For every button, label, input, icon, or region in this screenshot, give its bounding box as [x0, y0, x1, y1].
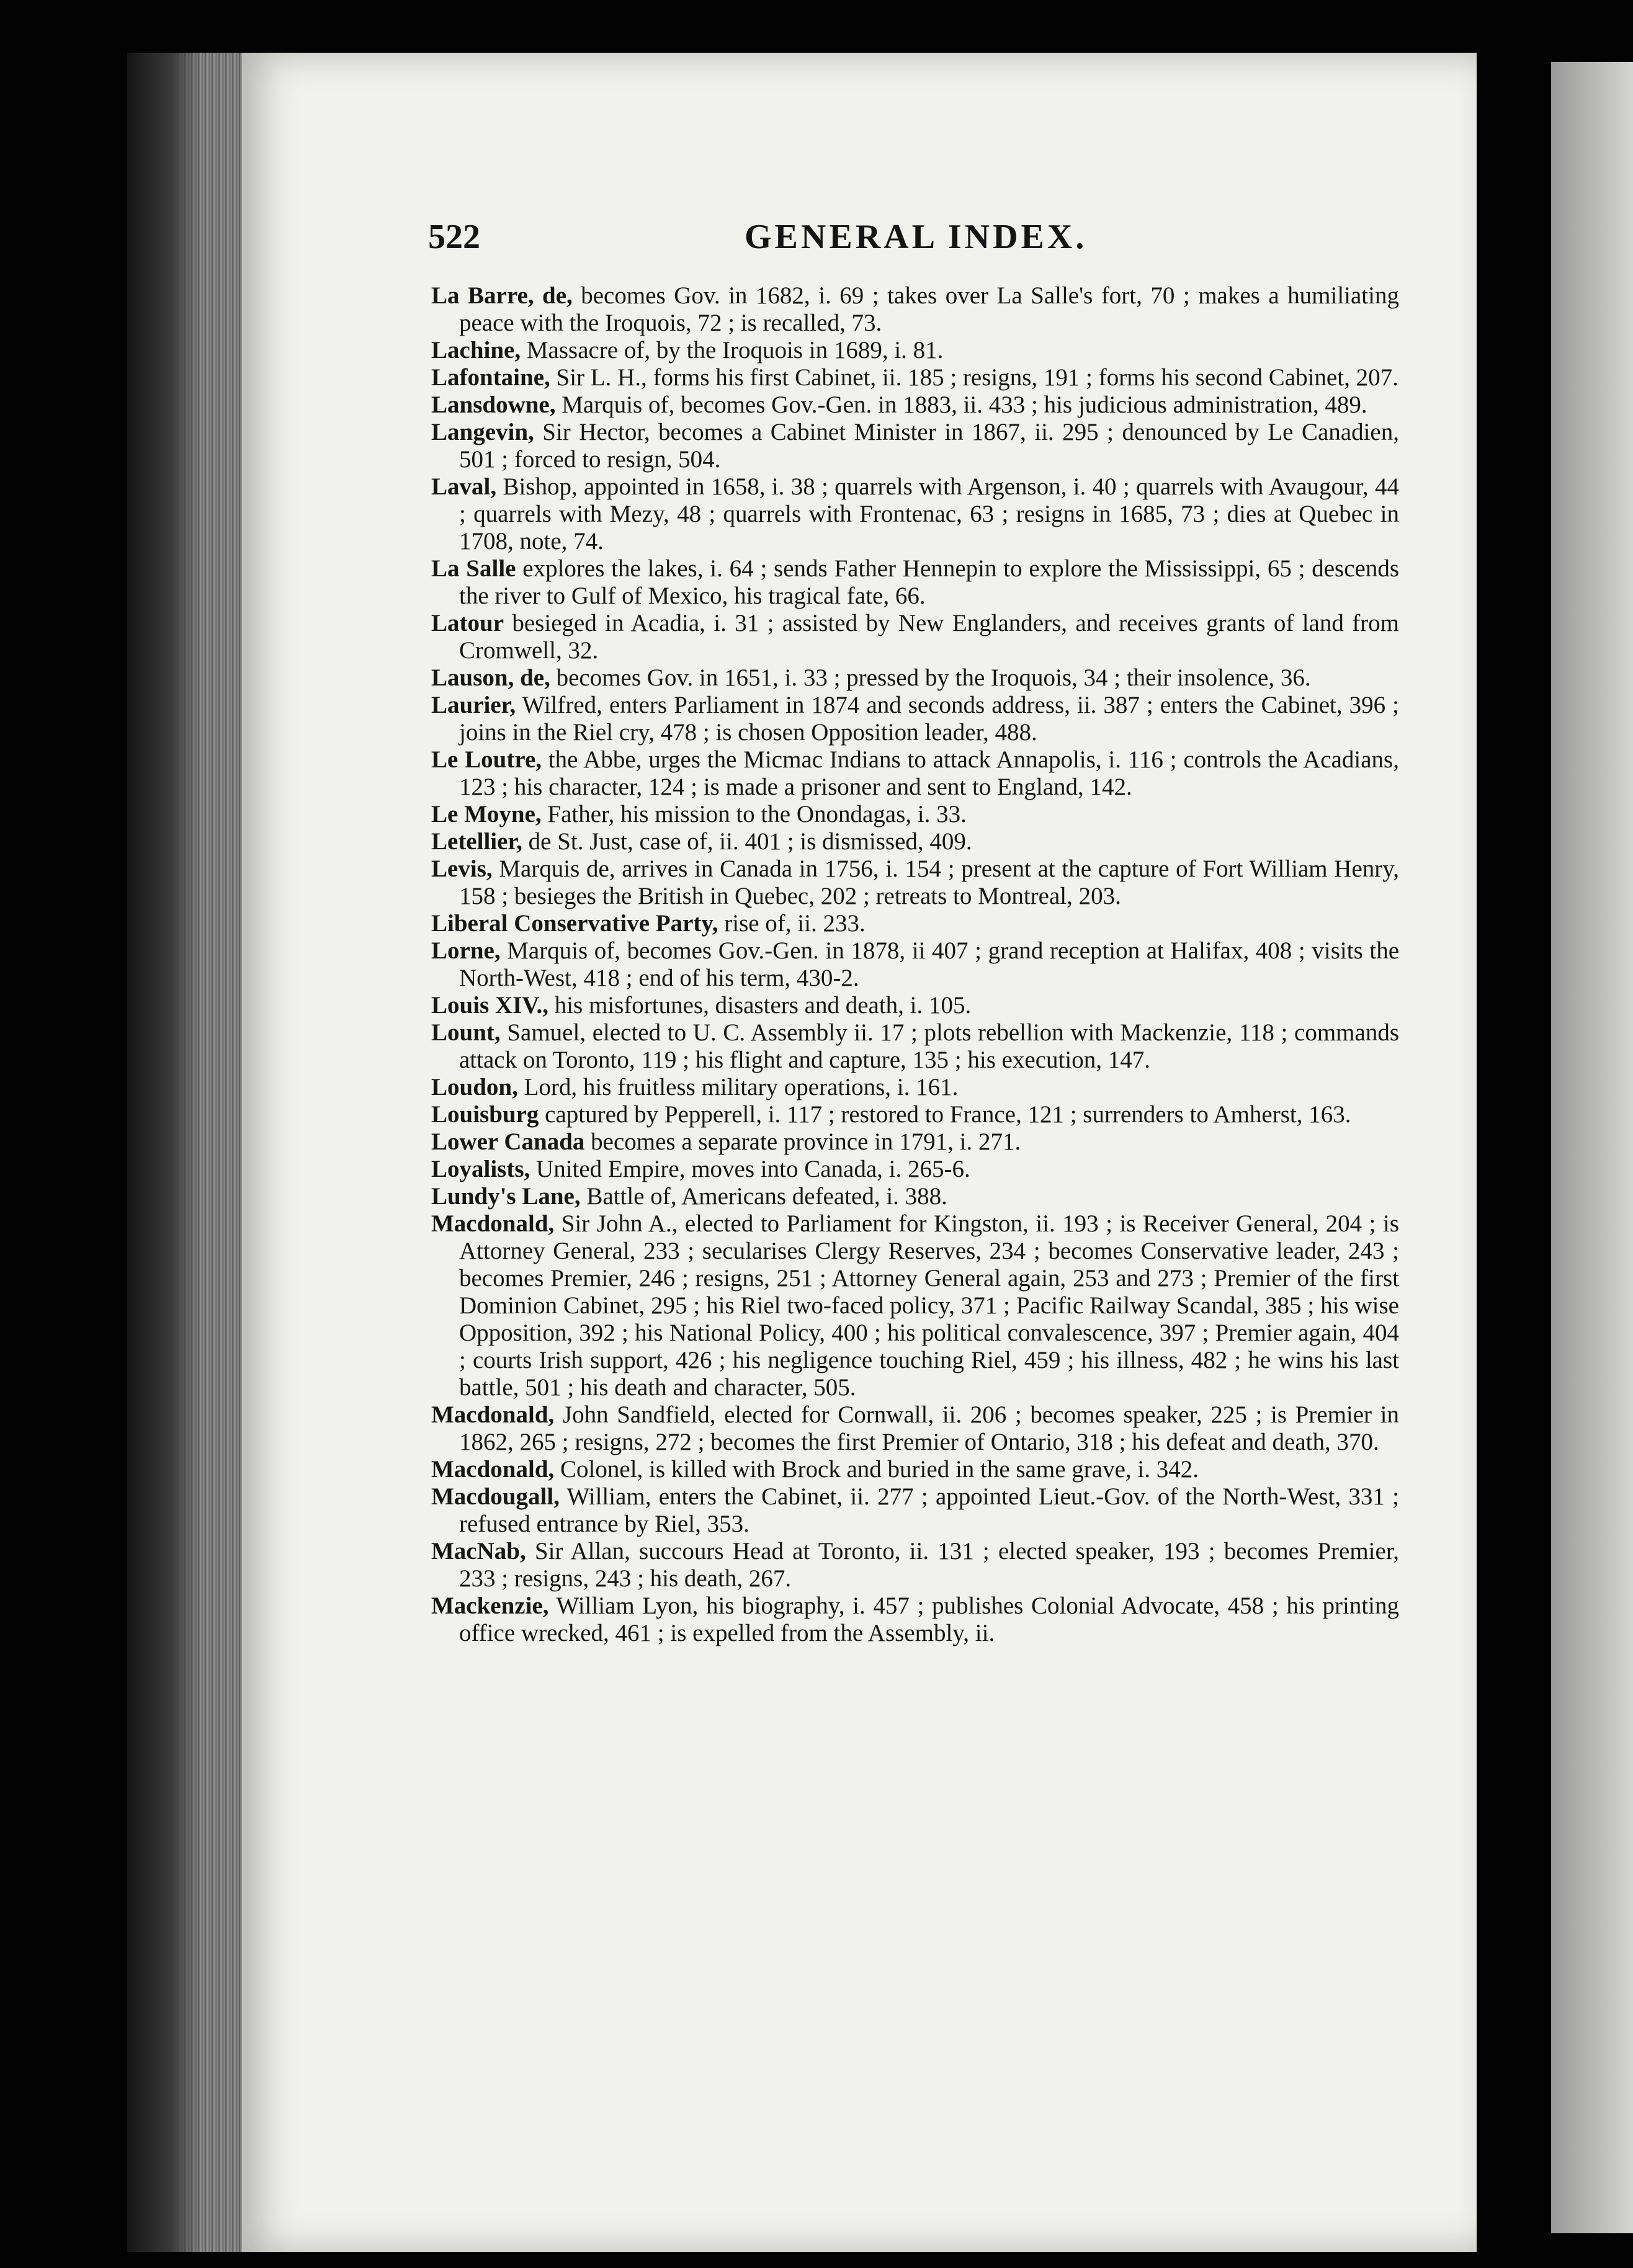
index-entry	[431, 1019, 1399, 1074]
binding-shadow	[127, 53, 202, 2252]
entry-text: Father, his mission to the Onondagas, i. 33.	[547, 801, 967, 828]
next-page-edge	[1551, 62, 1633, 2233]
entry-text: William, enters the Cabinet, ii. 277 ; appointed Lieut.-Gov. of the North-West, 331 ; refused entrance by Riel, 353.	[459, 1483, 1400, 1537]
entry-heading: Liberal Conservative Party,	[431, 910, 718, 937]
index-entry	[431, 1101, 1399, 1128]
entry-heading: La Salle	[431, 555, 516, 582]
entry-heading: Lount,	[431, 1019, 501, 1046]
entry-text: Bishop, appointed in 1658, i. 38 ; quarrels with Argenson, i. 40 ; quarrels with Avaugour, 44 ; quarrels with Mezy, 48 ; quarrels with Frontenac, 63 ; resigns in 1685, 73 ; dies at Quebec in 1708, note, 74.	[459, 473, 1399, 555]
entry-text: becomes Gov. in 1682, i. 69 ; takes over La Salle's fort, 70 ; makes a humiliating peace with the Iroquois, 72 ; is recalled, 73.	[459, 282, 1399, 336]
entry-heading: Loudon,	[431, 1074, 518, 1101]
entry-text: Massacre of, by the Iroquois in 1689, i. 81.	[526, 337, 944, 364]
entry-heading: Mackenzie,	[431, 1592, 549, 1619]
entry-text: Wilfred, enters Parliament in 1874 and seconds address, ii. 387 ; enters the Cabinet, 396 ; joins in the Riel cry, 478 ; is chosen Opposition leader, 488.	[459, 692, 1399, 746]
entry-text: William Lyon, his biography, i. 457 ; publishes Colonial Advocate, 458 ; his printing office wrecked, 461 ; is expelled from the Assembly, ii.	[459, 1592, 1399, 1646]
entry-heading: Lorne,	[431, 937, 501, 964]
index-entry	[431, 855, 1399, 910]
entry-text: the Abbe, urges the Micmac Indians to attack Annapolis, i. 116 ; controls the Acadians, 123 ; his character, 124 ; is made a prisoner and sent to England, 142.	[459, 746, 1399, 800]
entry-heading: Laval,	[431, 473, 497, 500]
entry-text: Marquis of, becomes Gov.-Gen. in 1883, ii. 433 ; his judicious administration, 489.	[561, 391, 1367, 418]
entry-heading: Loyalists,	[431, 1156, 530, 1182]
index-entry	[431, 337, 1399, 364]
entry-heading: La Barre, de,	[431, 282, 573, 309]
index-entry	[431, 555, 1399, 610]
entry-text: United Empire, moves into Canada, i. 265-6.	[536, 1156, 970, 1182]
index-entry	[431, 1592, 1399, 1647]
entry-text: Sir L. H., forms his first Cabinet, ii. 185 ; resigns, 191 ; forms his second Cabinet, 207.	[556, 364, 1398, 391]
entry-heading: MacNab,	[431, 1538, 526, 1565]
entry-heading: Laurier,	[431, 692, 516, 718]
index-entry	[431, 992, 1399, 1019]
entry-text: Sir John A., elected to Parliament for Kingston, ii. 193 ; is Receiver General, 204 ; is Attorney General, 233 ; secularises Clergy Reserves, 234 ; becomes Conservative leader, 243 ; becomes Premier, 246 ; resigns, 251 ; Attorney General again, 253 and 273 ; Premier of the first Dominion Cabinet, 295 ; his Riel two-faced policy, 371 ; Pacific Railway Scandal, 385 ; his wise Opposition, 392 ; his National Policy, 400 ; his political convalescence, 397 ; Premier again, 404 ; courts Irish support, 426 ; his negligence touching Riel, 459 ; his illness, 482 ; he wins his last battle, 501 ; his death and character, 505.	[459, 1210, 1399, 1401]
entry-heading: Lower Canada	[431, 1128, 585, 1155]
index-entry	[431, 610, 1399, 664]
page-number: 522	[428, 218, 480, 256]
entry-heading: Lafontaine,	[431, 364, 550, 391]
entry-heading: Lansdowne,	[431, 391, 556, 418]
index-entry	[431, 1401, 1399, 1456]
index-entry	[431, 937, 1399, 992]
entry-text: Battle of, Americans defeated, i. 388.	[586, 1183, 947, 1210]
entry-heading: Lachine,	[431, 337, 521, 364]
entry-text: his misfortunes, disasters and death, i. 105.	[554, 992, 972, 1019]
index-entry	[431, 910, 1399, 937]
entry-text: rise of, ii. 233.	[724, 910, 866, 937]
entry-text: Samuel, elected to U. C. Assembly ii. 17 ; plots rebellion with Mackenzie, 118 ; commands attack on Toronto, 119 ; his flight and capture, 135 ; his execution, 147.	[459, 1019, 1399, 1073]
entry-text: captured by Pepperell, i. 117 ; restored to France, 121 ; surrenders to Amherst, 163.	[545, 1101, 1351, 1128]
entry-heading: Le Loutre,	[431, 746, 542, 773]
entry-heading: Macdougall,	[431, 1483, 560, 1510]
entry-heading: Lundy's Lane,	[431, 1183, 581, 1210]
entry-heading: Le Moyne,	[431, 801, 542, 828]
entry-heading: Langevin,	[431, 419, 534, 445]
index-entry	[431, 364, 1399, 391]
index-entry	[431, 801, 1399, 828]
index-entry	[431, 473, 1399, 555]
entry-heading: Louisburg	[431, 1101, 539, 1128]
entry-text: de St. Just, case of, ii. 401 ; is dismissed, 409.	[528, 828, 972, 855]
index-entry	[431, 692, 1399, 746]
entry-text: becomes Gov. in 1651, i. 33 ; pressed by the Iroquois, 34 ; their insolence, 36.	[556, 664, 1311, 691]
index-entry	[431, 1456, 1399, 1483]
entry-heading: Louis XIV.,	[431, 992, 548, 1019]
entry-heading: Macdonald,	[431, 1401, 555, 1428]
entry-text: besieged in Acadia, i. 31 ; assisted by New Englanders, and receives grants of land from Cromwell, 32.	[459, 610, 1400, 664]
running-head	[428, 217, 1396, 261]
entry-heading: Levis,	[431, 855, 493, 882]
index-entry	[431, 391, 1399, 419]
index-entry	[431, 1156, 1399, 1183]
entry-text: Colonel, is killed with Brock and buried in the same grave, i. 342.	[560, 1456, 1199, 1483]
entry-text: explores the lakes, i. 64 ; sends Father Hennepin to explore the Mississippi, 65 ; descends the river to Gulf of Mexico, his tragical fate, 66.	[459, 555, 1400, 609]
page-title: GENERAL INDEX.	[745, 218, 1088, 256]
index-entry	[431, 1483, 1399, 1538]
index-entry	[431, 282, 1399, 337]
entry-heading: Latour	[431, 610, 504, 636]
entry-text: becomes a separate province in 1791, i. 271.	[591, 1128, 1021, 1155]
entry-text: Sir Allan, succours Head at Toronto, ii. 131 ; elected speaker, 193 ; becomes Premier, 233 ; resigns, 243 ; his death, 267.	[459, 1538, 1399, 1592]
entry-text: John Sandfield, elected for Cornwall, ii. 206 ; becomes speaker, 225 ; is Premier in 1862, 265 ; resigns, 272 ; becomes the first Premier of Ontario, 318 ; his defeat and death, 370.	[459, 1401, 1399, 1455]
index-entries	[431, 282, 1399, 1647]
entry-heading: Lauson, de,	[431, 664, 550, 691]
index-entry	[431, 1183, 1399, 1210]
index-entry	[431, 1538, 1399, 1592]
index-entry	[431, 664, 1399, 692]
entry-text: Marquis of, becomes Gov.-Gen. in 1878, ii 407 ; grand reception at Halifax, 408 ; visits the North-West, 418 ; end of his term, 430-2.	[459, 937, 1400, 991]
index-entry	[431, 1128, 1399, 1156]
entry-text: Sir Hector, becomes a Cabinet Minister in 1867, ii. 295 ; denounced by Le Canadien, 501 ; forced to resign, 504.	[459, 419, 1399, 473]
index-entry	[431, 1210, 1399, 1401]
entry-heading: Letellier,	[431, 828, 522, 855]
index-entry	[431, 419, 1399, 473]
index-entry	[431, 746, 1399, 801]
index-entry	[431, 828, 1399, 855]
entry-heading: Macdonald,	[431, 1456, 555, 1483]
index-entry	[431, 1074, 1399, 1101]
entry-heading: Macdonald,	[431, 1210, 555, 1237]
entry-text: Marquis de, arrives in Canada in 1756, i. 154 ; present at the capture of Fort William Henry, 158 ; besieges the British in Quebec, 202 ; retreats to Montreal, 203.	[459, 855, 1399, 909]
entry-text: Lord, his fruitless military operations, i. 161.	[524, 1074, 959, 1101]
